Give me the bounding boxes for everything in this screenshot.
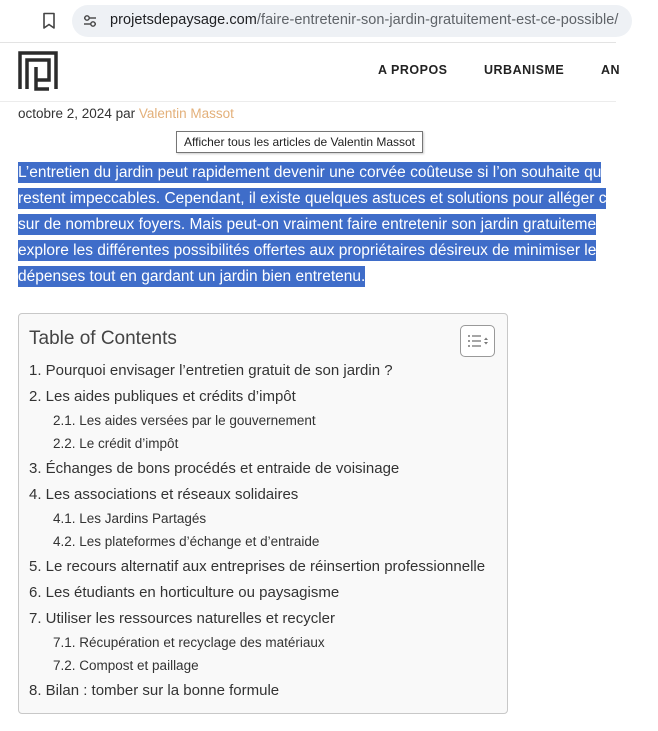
list-toggle-icon bbox=[467, 334, 489, 348]
nav-urbanisme[interactable]: URBANISME bbox=[484, 63, 565, 77]
intro-line: restent impeccables. Cependant, il existe quelques astuces et solutions pour alléger c bbox=[18, 190, 607, 207]
browser-toolbar bbox=[0, 0, 619, 43]
nav-item-truncated[interactable]: AN bbox=[601, 63, 621, 77]
toc-title: Table of Contents bbox=[29, 328, 177, 349]
intro-line: sur de nombreux foyers. Mais peut-on vraiment faire entretenir son jardin gratuiteme bbox=[18, 216, 597, 233]
table-of-contents bbox=[18, 313, 508, 714]
toc-sublink[interactable]: 2.2. Le crédit d’impôt bbox=[53, 436, 179, 451]
intro-line: explore les différentes possibilités offertes aux propriétaires désireux de minimiser le bbox=[18, 242, 597, 259]
toc-sublink[interactable]: 2.1. Les aides versées par le gouvernement bbox=[53, 413, 316, 428]
author-tooltip: Afficher tous les articles de Valentin Massot bbox=[176, 131, 423, 153]
url-domain: projetsdepaysage.com bbox=[110, 12, 257, 28]
toc-sublink[interactable]: 4.2. Les plateformes d’échange et d’entraide bbox=[53, 534, 320, 549]
toc-link[interactable]: 2. Les aides publiques et crédits d’impôt bbox=[29, 388, 296, 405]
site-settings-icon[interactable] bbox=[82, 13, 98, 29]
post-date: octobre 2, 2024 par bbox=[18, 106, 139, 121]
toc-sublink[interactable]: 4.1. Les Jardins Partagés bbox=[53, 511, 207, 526]
toc-link[interactable]: 1. Pourquoi envisager l’entretien gratuit de son jardin ? bbox=[29, 362, 393, 379]
nav-a-propos[interactable]: A PROPOS bbox=[378, 63, 448, 77]
site-logo[interactable] bbox=[18, 51, 58, 91]
toc-sublink[interactable]: 7.1. Récupération et recyclage des matériaux bbox=[53, 635, 325, 650]
toc-link[interactable]: 3. Échanges de bons procédés et entraide de voisinage bbox=[29, 460, 400, 477]
url-text[interactable] bbox=[110, 12, 618, 28]
toc-toggle-button[interactable] bbox=[460, 325, 495, 357]
post-meta bbox=[18, 106, 234, 121]
toc-sublink[interactable]: 7.2. Compost et paillage bbox=[53, 658, 199, 673]
author-link[interactable]: Valentin Massot bbox=[138, 106, 234, 121]
url-path: /faire-entretenir-son-jardin-gratuitement-est-ce-possible/ bbox=[256, 12, 619, 28]
site-header bbox=[0, 43, 621, 102]
bookmark-icon[interactable] bbox=[40, 11, 58, 31]
toc-link[interactable]: 7. Utiliser les ressources naturelles et recycler bbox=[29, 610, 335, 627]
intro-line: L’entretien du jardin peut rapidement devenir une corvée coûteuse si l’on souhaite qu bbox=[18, 164, 602, 181]
toc-link[interactable]: 5. Le recours alternatif aux entreprises de réinsertion professionnelle bbox=[29, 558, 486, 575]
intro-line: dépenses tout en gardant un jardin bien entretenu. bbox=[18, 268, 366, 285]
toc-link[interactable]: 6. Les étudiants en horticulture ou paysagisme bbox=[29, 584, 340, 601]
toc-link[interactable]: 4. Les associations et réseaux solidaires bbox=[29, 486, 299, 503]
toc-link[interactable]: 8. Bilan : tomber sur la bonne formule bbox=[29, 682, 280, 699]
intro-paragraph bbox=[18, 160, 658, 290]
address-bar[interactable] bbox=[72, 5, 632, 37]
